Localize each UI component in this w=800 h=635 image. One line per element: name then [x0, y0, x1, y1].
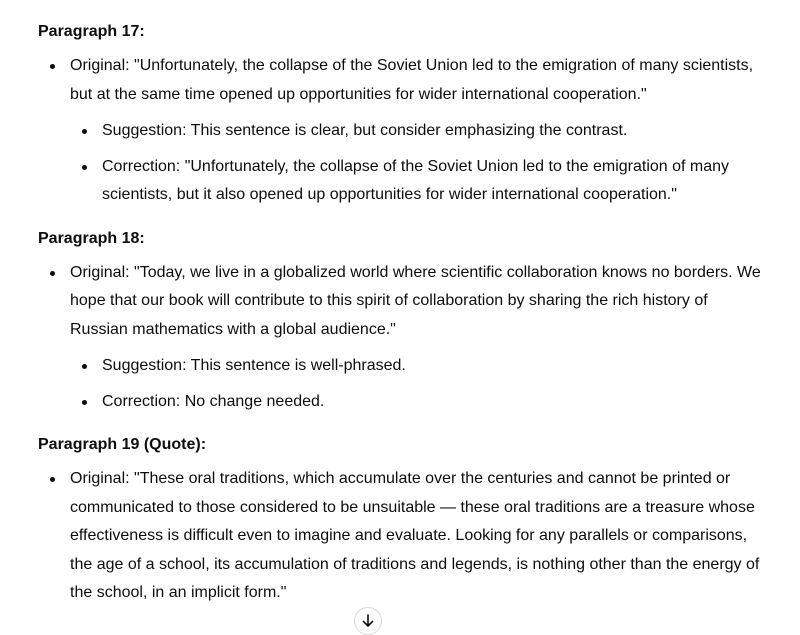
- bullet-list: [38, 259, 768, 417]
- original-text: Original: "Unfortunately, the collapse of the Soviet Union led to the emigration of many scientists, but at the same time opened up opportunities for wider international cooperation.": [70, 57, 754, 103]
- original-text: Original: "These oral traditions, which accumulate over the centuries and cannot be printed or communicated to those considered to be unsuitable — these oral traditions are a treasure whose effectiveness is difficult even to imagine and evaluate. Looking for any parallels or comparisons, the age of a school, its accumulation of traditions and legends, is nothing other than the energy of the school, in an implicit form.": [70, 470, 760, 601]
- original-item: [38, 259, 768, 417]
- suggestion-item: Suggestion: This sentence is well-phrased.: [70, 352, 768, 381]
- bullet-list: [38, 465, 768, 608]
- scroll-to-bottom-button[interactable]: [354, 607, 382, 635]
- section-heading: Paragraph 19 (Quote):: [38, 436, 207, 453]
- arrow-down-icon: [361, 614, 375, 628]
- bullet-list: [38, 52, 768, 210]
- correction-item: Correction: "Unfortunately, the collapse of the Soviet Union led to the emigration of many scientists, but it also opened up opportunities for wider international cooperation.": [70, 153, 768, 210]
- original-item: [38, 465, 768, 608]
- correction-item: Correction: No change needed.: [70, 388, 768, 417]
- section-heading: Paragraph 17:: [38, 23, 145, 40]
- section-heading: Paragraph 18:: [38, 229, 145, 247]
- suggestion-item: Suggestion: This sentence is clear, but consider emphasizing the contrast.: [70, 117, 768, 146]
- nested-bullet-list: [70, 352, 768, 416]
- original-text: Original: "Today, we live in a globalized world where scientific collaboration knows no borders. We hope that our book will contribute to this spirit of collaboration by sharing the rich history of Russian mathematics with a global audience.": [70, 263, 761, 338]
- nested-bullet-list: [70, 117, 768, 210]
- original-item: [38, 52, 768, 210]
- paragraph-17-section: [38, 20, 768, 210]
- paragraph-18-section: [38, 227, 768, 417]
- chat-message-content: [38, 20, 768, 608]
- paragraph-19-section: [38, 433, 768, 608]
